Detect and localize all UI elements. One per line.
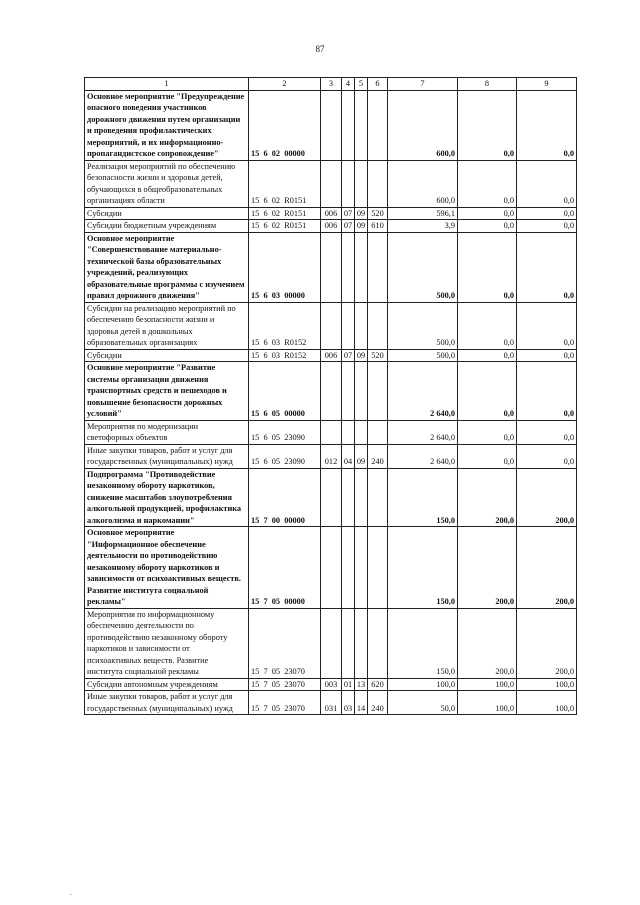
amount-cell: 100,0 <box>517 691 577 715</box>
code-cell <box>355 468 368 527</box>
code-cell <box>342 160 355 207</box>
item-name-cell: Основное мероприятие "Развитие системы организации движения транспортных средств и пешеходов и повышение безопасности дорожных условий" <box>85 362 249 421</box>
code-cell <box>321 608 342 678</box>
amount-cell: 600,0 <box>388 160 458 207</box>
item-name-cell: Иные закупки товаров, работ и услуг для государственных (муниципальных) нужд <box>85 691 249 715</box>
item-name-cell: Иные закупки товаров, работ и услуг для государственных (муниципальных) нужд <box>85 444 249 468</box>
amount-cell: 50,0 <box>388 691 458 715</box>
amount-cell: 0,0 <box>517 220 577 233</box>
table-row <box>85 90 577 160</box>
page-number: 87 <box>315 44 325 54</box>
amount-cell: 150,0 <box>388 468 458 527</box>
amount-cell: 100,0 <box>458 691 517 715</box>
amount-cell: 100,0 <box>517 678 577 691</box>
item-name-cell: Основное мероприятие "Информационное обеспечение деятельности по противодействию незаконному обороту наркотиков и зависимости от психоактивных веществ. Развитие института социальной рекламы" <box>85 527 249 609</box>
code-cell: 07 <box>342 349 355 362</box>
code-cell: 04 <box>342 444 355 468</box>
item-name-cell: Субсидии <box>85 207 249 220</box>
program-code-cell: 15 6 05 23090 <box>249 420 321 444</box>
code-cell: 01 <box>342 678 355 691</box>
program-code-cell: 15 7 05 23070 <box>249 691 321 715</box>
column-header: 8 <box>458 78 517 91</box>
code-cell <box>342 362 355 421</box>
table-row <box>85 678 577 691</box>
table-row <box>85 232 577 302</box>
amount-cell: 0,0 <box>458 420 517 444</box>
column-header: 3 <box>321 78 342 91</box>
code-cell <box>321 468 342 527</box>
item-name-cell: Субсидии бюджетным учреждениям <box>85 220 249 233</box>
program-code-cell: 15 6 03 R0152 <box>249 302 321 349</box>
amount-cell: 100,0 <box>458 678 517 691</box>
amount-cell: 0,0 <box>517 444 577 468</box>
amount-cell: 0,0 <box>458 444 517 468</box>
amount-cell: 200,0 <box>517 608 577 678</box>
amount-cell: 0,0 <box>458 349 517 362</box>
item-name-cell: Основное мероприятие "Предупреждение опасного поведения участников дорожного движения путем организации и проведения профилактических мероприятий, и их информационно-пропагандистское сопровождение" <box>85 90 249 160</box>
code-cell: 14 <box>355 691 368 715</box>
code-cell <box>321 420 342 444</box>
header-row <box>85 78 577 91</box>
table-row <box>85 468 577 527</box>
code-cell <box>355 608 368 678</box>
code-cell <box>355 362 368 421</box>
amount-cell: 0,0 <box>458 160 517 207</box>
budget-table <box>84 77 577 715</box>
program-code-cell: 15 6 03 R0152 <box>249 349 321 362</box>
code-cell: 07 <box>342 220 355 233</box>
code-cell <box>342 468 355 527</box>
code-cell: 031 <box>321 691 342 715</box>
code-cell <box>368 232 388 302</box>
column-header: 9 <box>517 78 577 91</box>
amount-cell: 200,0 <box>517 527 577 609</box>
code-cell <box>355 302 368 349</box>
amount-cell: 150,0 <box>388 527 458 609</box>
code-cell <box>368 362 388 421</box>
code-cell: 006 <box>321 220 342 233</box>
program-code-cell: 15 6 02 R0151 <box>249 207 321 220</box>
code-cell <box>321 362 342 421</box>
code-cell <box>368 468 388 527</box>
code-cell: 07 <box>342 207 355 220</box>
column-header: 2 <box>249 78 321 91</box>
table-body <box>85 90 577 715</box>
code-cell: 520 <box>368 207 388 220</box>
code-cell <box>355 420 368 444</box>
code-cell <box>355 90 368 160</box>
code-cell <box>321 302 342 349</box>
code-cell <box>321 160 342 207</box>
item-name-cell: Реализация мероприятий по обеспечению безопасности жизни и здоровья детей, обучающихся в общеобразовательных организациях области <box>85 160 249 207</box>
table-row <box>85 207 577 220</box>
code-cell <box>368 90 388 160</box>
code-cell <box>368 160 388 207</box>
program-code-cell: 15 6 05 00000 <box>249 362 321 421</box>
amount-cell: 200,0 <box>458 608 517 678</box>
code-cell: 09 <box>355 349 368 362</box>
table-row <box>85 349 577 362</box>
amount-cell: 0,0 <box>517 207 577 220</box>
program-code-cell: 15 7 05 23070 <box>249 608 321 678</box>
table-row <box>85 302 577 349</box>
table-row <box>85 160 577 207</box>
table-row <box>85 362 577 421</box>
item-name-cell: Субсидии <box>85 349 249 362</box>
amount-cell: 200,0 <box>517 468 577 527</box>
code-cell <box>342 90 355 160</box>
amount-cell: 150,0 <box>388 608 458 678</box>
amount-cell: 0,0 <box>517 90 577 160</box>
code-cell: 520 <box>368 349 388 362</box>
table-row <box>85 527 577 609</box>
code-cell <box>355 160 368 207</box>
column-header: 4 <box>342 78 355 91</box>
code-cell: 09 <box>355 444 368 468</box>
item-name-cell: Подпрограмма "Противодействие незаконному обороту наркотиков, снижение масштабов злоупотребления алкогольной продукцией, профилактика алкоголизма и наркомании" <box>85 468 249 527</box>
code-cell <box>321 527 342 609</box>
table-row <box>85 608 577 678</box>
code-cell <box>368 608 388 678</box>
program-code-cell: 15 7 05 00000 <box>249 527 321 609</box>
code-cell <box>321 232 342 302</box>
amount-cell: 0,0 <box>458 207 517 220</box>
amount-cell: 0,0 <box>517 232 577 302</box>
program-code-cell: 15 7 05 23070 <box>249 678 321 691</box>
column-header: 5 <box>355 78 368 91</box>
code-cell: 09 <box>355 207 368 220</box>
table-row <box>85 444 577 468</box>
amount-cell: 500,0 <box>388 349 458 362</box>
amount-cell: 0,0 <box>517 160 577 207</box>
amount-cell: 0,0 <box>458 232 517 302</box>
code-cell: 09 <box>355 220 368 233</box>
amount-cell: 0,0 <box>458 90 517 160</box>
program-code-cell: 15 7 00 00000 <box>249 468 321 527</box>
program-code-cell: 15 6 02 R0151 <box>249 220 321 233</box>
amount-cell: 500,0 <box>388 232 458 302</box>
column-header: 1 <box>85 78 249 91</box>
amount-cell: 0,0 <box>458 302 517 349</box>
amount-cell: 596,1 <box>388 207 458 220</box>
amount-cell: 500,0 <box>388 302 458 349</box>
item-name-cell: Основное мероприятие "Совершенствование материально-технической базы образовательных учреждений, реализующих образовательные программы с изучением правил дорожного движения" <box>85 232 249 302</box>
code-cell: 240 <box>368 691 388 715</box>
code-cell: 012 <box>321 444 342 468</box>
amount-cell: 2 640,0 <box>388 362 458 421</box>
code-cell: 006 <box>321 207 342 220</box>
amount-cell: 0,0 <box>517 302 577 349</box>
code-cell <box>342 420 355 444</box>
table-row <box>85 420 577 444</box>
code-cell <box>342 527 355 609</box>
amount-cell: 0,0 <box>458 362 517 421</box>
code-cell <box>342 608 355 678</box>
amount-cell: 0,0 <box>517 349 577 362</box>
code-cell: 03 <box>342 691 355 715</box>
amount-cell: 0,0 <box>517 362 577 421</box>
item-name-cell: Мероприятия по модернизации светофорных объектов <box>85 420 249 444</box>
amount-cell: 200,0 <box>458 468 517 527</box>
amount-cell: 600,0 <box>388 90 458 160</box>
code-cell: 240 <box>368 444 388 468</box>
code-cell <box>342 232 355 302</box>
amount-cell: 100,0 <box>388 678 458 691</box>
amount-cell: 200,0 <box>458 527 517 609</box>
amount-cell: 2 640,0 <box>388 420 458 444</box>
code-cell: 620 <box>368 678 388 691</box>
item-name-cell: Субсидии на реализацию мероприятий по обеспечению безопасности жизни и здоровья детей в дошкольных образовательных организациях <box>85 302 249 349</box>
scan-mark: . <box>70 888 72 897</box>
column-header: 7 <box>388 78 458 91</box>
code-cell: 006 <box>321 349 342 362</box>
column-header: 6 <box>368 78 388 91</box>
amount-cell: 3,9 <box>388 220 458 233</box>
code-cell <box>355 527 368 609</box>
item-name-cell: Субсидии автономным учреждениям <box>85 678 249 691</box>
code-cell <box>368 420 388 444</box>
code-cell: 610 <box>368 220 388 233</box>
code-cell: 13 <box>355 678 368 691</box>
amount-cell: 2 640,0 <box>388 444 458 468</box>
item-name-cell: Мероприятия по информационному обеспечению деятельности по противодействию незаконному обороту наркотиков и зависимости от психоактивных веществ. Развитие института социальной рекламы <box>85 608 249 678</box>
code-cell <box>355 232 368 302</box>
program-code-cell: 15 6 02 00000 <box>249 90 321 160</box>
program-code-cell: 15 6 03 00000 <box>249 232 321 302</box>
table-row <box>85 691 577 715</box>
program-code-cell: 15 6 02 R0151 <box>249 160 321 207</box>
code-cell <box>368 302 388 349</box>
amount-cell: 0,0 <box>458 220 517 233</box>
code-cell <box>368 527 388 609</box>
code-cell <box>342 302 355 349</box>
program-code-cell: 15 6 05 23090 <box>249 444 321 468</box>
code-cell: 003 <box>321 678 342 691</box>
table-row <box>85 220 577 233</box>
amount-cell: 0,0 <box>517 420 577 444</box>
code-cell <box>321 90 342 160</box>
